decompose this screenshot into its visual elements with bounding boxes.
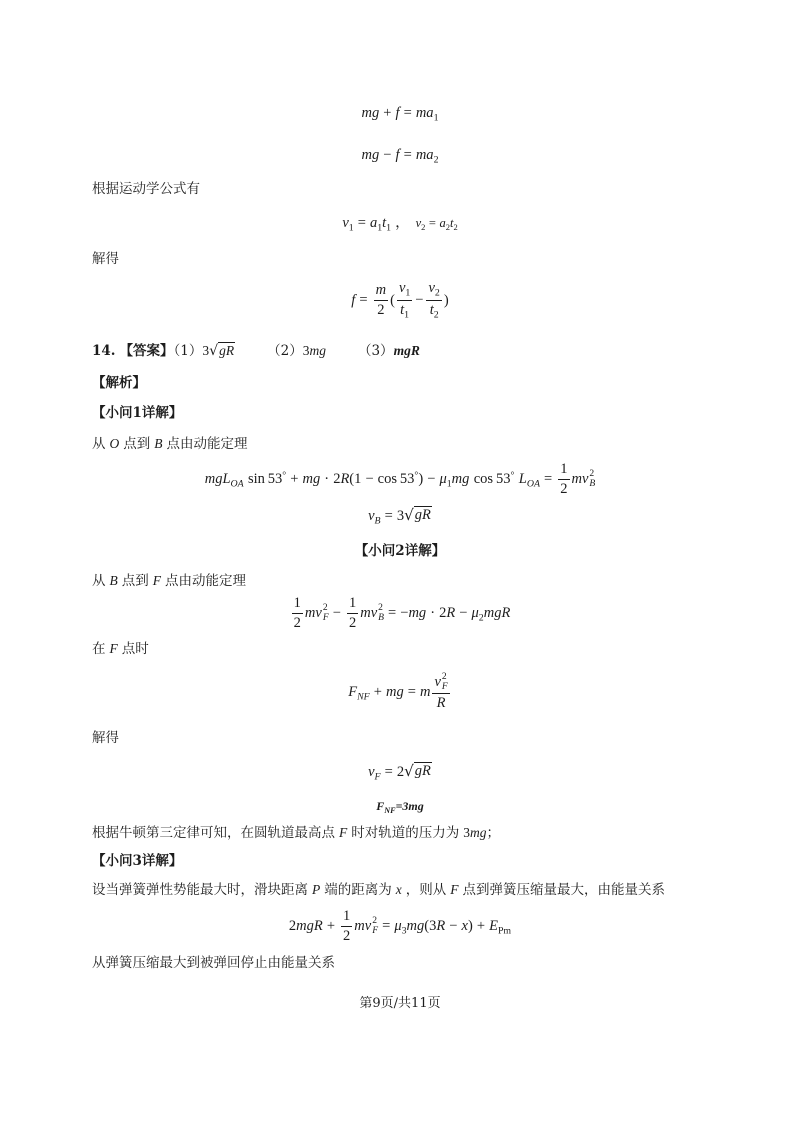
math-subscript: NF [357, 691, 370, 703]
at-point-f-text [92, 639, 149, 659]
math-function: cos [377, 471, 398, 488]
math-term: f [395, 147, 400, 163]
math-term: mgR [483, 605, 511, 622]
math-term: 2 [439, 605, 447, 622]
equation-net-force-down [0, 145, 800, 170]
math-term: 3 [302, 343, 310, 358]
math-supsub [378, 603, 384, 623]
math-term: 3 [396, 508, 405, 524]
fraction-denominator: 2 [348, 614, 357, 631]
math-term: mg [302, 471, 321, 488]
radical-sign: √ [404, 762, 414, 780]
equation-velocity-2 [416, 215, 458, 230]
math-paren: ) [443, 292, 449, 309]
fraction-denominator [428, 301, 441, 321]
answer-part-2 [267, 343, 326, 359]
math-term: R [436, 918, 446, 935]
math-subscript: B [378, 612, 384, 624]
text-run: 设当弹簧弹性势能最大时，滑块距离 [92, 882, 308, 898]
math-separator: ， [395, 215, 410, 231]
math-subscript: 1 [405, 287, 411, 299]
math-term: mv [354, 918, 372, 935]
math-term: 2 [288, 918, 297, 935]
point-label: F [450, 882, 459, 897]
fraction-denominator: 2 [377, 301, 385, 318]
text-run: 根据牛顿第三定律可知，在圆轨道最高点 [92, 825, 335, 841]
radicand: gR [414, 763, 431, 779]
math-subscript: Pm [497, 925, 512, 937]
math-subscript: F [441, 681, 448, 693]
sub-question-2-intro [92, 571, 246, 591]
math-fraction [397, 280, 412, 321]
math-operator: = [359, 292, 368, 309]
math-superscript: ° [414, 469, 419, 481]
math-term: a [439, 216, 446, 230]
math-term: mg [385, 683, 404, 700]
equation-force-at-f [0, 672, 800, 712]
math-term: mgR [393, 343, 420, 358]
fraction-denominator: 2 [560, 480, 568, 497]
answer-part-label: （3） [357, 343, 394, 359]
math-subscript: 2 [434, 287, 440, 299]
math-term: mg [408, 605, 427, 622]
math-term: F [376, 799, 385, 813]
math-superscript: 2 [372, 915, 377, 927]
page-number: 第9页/共11页 [359, 996, 441, 1011]
math-superscript: ° [282, 469, 287, 481]
math-subscript: 2 [433, 309, 439, 321]
math-subscript: F [374, 771, 381, 783]
math-fraction [292, 595, 303, 631]
solve-label: 解得 [92, 730, 119, 746]
math-operator: − [400, 605, 409, 622]
text-run: 时对轨道的压力为 [351, 825, 460, 841]
math-term: ma [415, 147, 434, 163]
math-term: t [382, 215, 387, 231]
math-operator: = [544, 471, 553, 488]
math-subscript: 2 [478, 612, 484, 624]
math-term: 53 [267, 471, 283, 488]
answer-tag: 【答案】 [119, 343, 174, 359]
sub-question-3-next-text: 从弹簧压缩最大到被弹回停止由能量关系 [92, 955, 335, 971]
math-operator: = [428, 216, 436, 230]
math-fraction [426, 280, 441, 321]
math-sqrt [404, 762, 432, 779]
math-operator: = [357, 215, 366, 231]
math-operator: + [326, 918, 335, 935]
math-term: R [446, 605, 456, 622]
text-run: 点到 [121, 573, 149, 589]
math-subscript: 3 [401, 925, 407, 937]
math-term: 3 [202, 343, 210, 358]
math-paren: ( [424, 918, 430, 935]
math-term: mv [304, 605, 322, 622]
fraction-denominator: 2 [343, 927, 351, 944]
fraction-denominator: 2 [293, 614, 301, 631]
math-paren: ( [390, 292, 395, 309]
math-fraction [432, 672, 449, 712]
answer-part-label: （2） [267, 343, 303, 359]
math-operator: = [403, 105, 412, 121]
text-run: 点时 [121, 641, 149, 657]
math-subscript: 1 [446, 478, 452, 490]
text-run: 点到 [123, 436, 151, 452]
equation-energy-spring [0, 908, 800, 944]
math-supsub [372, 916, 378, 936]
answer-part-label: （1） [173, 343, 203, 359]
math-term: 53 [399, 471, 415, 488]
math-operator: + [373, 683, 382, 700]
math-term: L [518, 471, 527, 488]
kinematics-intro-text: 根据运动学公式有 [92, 181, 200, 197]
math-sqrt [209, 342, 235, 358]
math-term: 3 [463, 825, 470, 840]
math-operator: − [332, 605, 341, 622]
equation-energy-o-to-b [0, 461, 800, 497]
math-term: v [398, 280, 406, 296]
math-paren: ( [349, 471, 355, 488]
math-operator: − [459, 605, 468, 622]
math-term: R [340, 471, 350, 488]
radicand: gR [414, 507, 431, 523]
text-run: ； [486, 825, 500, 841]
math-operator: + [383, 105, 392, 121]
fraction-numerator: 1 [558, 461, 569, 480]
math-term: mg [361, 147, 380, 163]
fraction-numerator [432, 672, 449, 694]
sub-question-1-tag: 【小问1详解】 [92, 405, 183, 421]
equation-friction [0, 280, 800, 321]
result-fnf [0, 796, 800, 821]
math-subscript: B [374, 515, 381, 527]
fraction-denominator: R [436, 695, 446, 712]
math-operator: = [382, 918, 391, 935]
math-superscript: 2 [441, 671, 447, 682]
math-operator: · [324, 471, 330, 488]
math-term: ma [415, 105, 434, 121]
text-run: 点由动能定理 [166, 436, 248, 452]
analysis-tag: 【解析】 [92, 375, 146, 391]
fraction-numerator [426, 280, 441, 301]
result-vf [0, 762, 800, 787]
math-term: 2 [333, 471, 341, 488]
point-label: B [109, 573, 118, 588]
math-supsub [589, 469, 595, 489]
math-operator: + [290, 471, 299, 488]
math-term: E [489, 918, 498, 935]
math-subscript: 2 [453, 221, 458, 232]
math-operator: − [427, 471, 436, 488]
math-term: mv [571, 471, 589, 488]
answer-part-3 [358, 343, 420, 359]
math-operator: − [383, 147, 392, 163]
radical-sign: √ [209, 343, 219, 359]
math-term: mgR [296, 918, 323, 935]
math-function: sin [247, 471, 265, 488]
solve-label: 解得 [92, 251, 119, 267]
math-operator: = [384, 508, 393, 524]
equation-net-force-up [0, 103, 800, 128]
math-subscript: B [589, 478, 596, 490]
math-superscript: 2 [322, 602, 328, 614]
math-term: μ [439, 471, 447, 488]
math-subscript: 1 [433, 112, 439, 124]
fraction-numerator: 1 [292, 595, 303, 614]
point-label: P [312, 882, 321, 897]
math-term: μ [394, 918, 402, 935]
math-term: mg [451, 471, 470, 488]
math-term: v [434, 674, 441, 691]
text-run: 端的距离为 [324, 882, 392, 898]
math-term: x [461, 918, 468, 935]
math-term: 1 [354, 471, 362, 488]
math-subscript: 1 [348, 222, 354, 234]
point-label: O [109, 436, 120, 451]
radicand: gR [219, 343, 235, 358]
math-function: cos [473, 471, 494, 488]
sub-question-3-tag: 【小问3详解】 [92, 853, 183, 869]
math-term: 3 [429, 918, 437, 935]
math-subscript: 1 [404, 309, 410, 321]
math-operator: − [449, 918, 458, 935]
math-subscript: F [322, 612, 329, 624]
math-paren: ) [467, 918, 473, 935]
math-subscript: NF [384, 805, 396, 815]
newton-third-law-text [92, 823, 500, 843]
math-term: a [369, 215, 378, 231]
math-term: μ [471, 605, 479, 622]
text-run: 点由动能定理 [165, 573, 246, 589]
fraction-numerator: 1 [341, 908, 352, 927]
math-fraction [347, 595, 358, 631]
math-fraction [341, 908, 352, 944]
math-term: m [419, 683, 431, 700]
math-subscript: OA [230, 478, 244, 490]
math-operator: · [430, 605, 436, 622]
math-term: mgL [204, 471, 231, 488]
math-term: v [415, 216, 422, 230]
equation-velocities [0, 213, 800, 238]
math-term: t [400, 301, 405, 318]
math-term: 2 [396, 764, 405, 780]
text-run: 从 [92, 573, 106, 589]
math-term: 53 [495, 471, 511, 488]
sub-question-1-intro [92, 434, 248, 454]
math-term: v [368, 764, 375, 780]
text-run: 从 [92, 436, 106, 452]
math-subscript: 1 [386, 222, 392, 234]
math-term: mg [309, 343, 326, 358]
fraction-numerator: m [374, 282, 388, 301]
fraction-denominator [398, 301, 411, 321]
math-term: f [395, 105, 400, 121]
math-operator: + [476, 918, 486, 935]
math-term: F [348, 683, 358, 700]
math-operator: − [415, 292, 424, 309]
sub-question-3-intro [92, 880, 665, 900]
math-term: =3mg [395, 799, 424, 813]
fraction-numerator [397, 280, 412, 301]
math-term: mg [406, 918, 425, 935]
math-subscript: 2 [445, 221, 450, 232]
fraction-numerator: 1 [347, 595, 358, 614]
math-fraction [374, 282, 388, 318]
math-superscript: ° [510, 469, 515, 481]
text-run: 在 [92, 641, 106, 657]
math-supsub [323, 603, 329, 623]
math-operator: = [403, 147, 412, 163]
math-term: mv [360, 605, 378, 622]
math-term: v [368, 508, 375, 524]
math-supsub [442, 672, 448, 692]
math-subscript: 2 [421, 221, 426, 232]
point-label: F [339, 825, 348, 840]
math-term: v [342, 215, 349, 231]
variable-label: x [395, 882, 402, 897]
question-number: 14. [92, 343, 116, 359]
equation-energy-b-to-f [0, 595, 800, 631]
math-term: t [429, 301, 434, 318]
text-run: 点到弹簧压缩量最大，由能量关系 [462, 882, 665, 898]
point-label: F [109, 641, 118, 656]
math-operator: = [388, 605, 397, 622]
point-label: F [152, 573, 161, 588]
math-superscript: 2 [589, 468, 595, 480]
math-subscript: 2 [433, 154, 439, 166]
math-paren: ) [418, 471, 424, 488]
math-operator: − [365, 471, 374, 488]
text-run: ，则从 [405, 882, 447, 898]
math-term: v [428, 280, 435, 296]
math-term: mg [470, 825, 487, 840]
math-term: t [449, 216, 454, 230]
math-term: mg [361, 105, 380, 121]
math-superscript: 2 [378, 602, 383, 614]
math-operator: = [407, 683, 416, 700]
answer-line [92, 341, 420, 361]
radical-sign: √ [404, 506, 414, 524]
math-operator: = [384, 764, 393, 780]
math-term: f [351, 292, 356, 309]
point-label: B [154, 436, 163, 451]
math-subscript: F [372, 925, 379, 937]
result-vb [0, 506, 800, 531]
math-subscript: 1 [377, 222, 383, 234]
sub-question-2-tag: 【小问2详解】 [354, 543, 446, 559]
math-sqrt [404, 506, 432, 523]
math-fraction [558, 461, 569, 497]
math-subscript: OA [526, 478, 540, 490]
